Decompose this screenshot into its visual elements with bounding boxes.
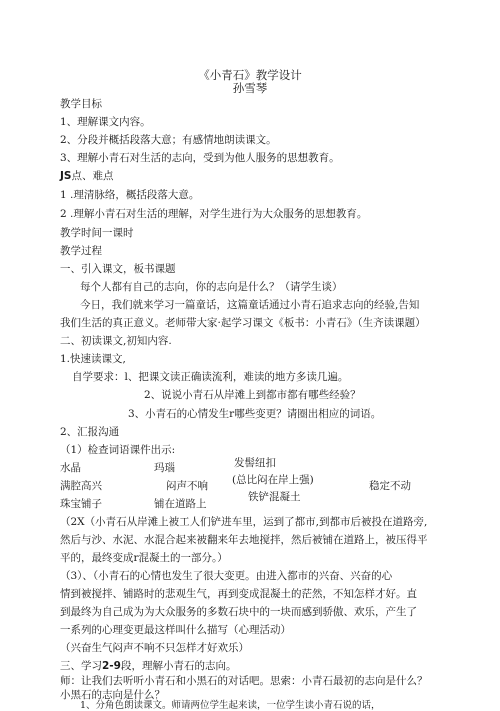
mood-line: 一系列的心理变更最这样叫什么描写（心理活动）	[60, 624, 291, 636]
step3-item: 1、分角色朗读课文。师请两位学生起来读，一位学生读小青石说的话，	[80, 700, 381, 711]
step3-teacher-line: 小黑石的志向是什么？	[60, 689, 165, 701]
step3-heading	[60, 660, 236, 673]
step1-heading: 一、引入课文，板书课题	[60, 263, 176, 275]
summary-line: （2X（小青石从岸滩上被工人们铲进车里，运到了都市,到都市后被投在道路旁,	[60, 516, 428, 528]
summary-line: 然后与沙、水泥、水混合起来被翻来年去地搅拌，然后被铺在道路上，被压得平	[60, 534, 428, 546]
self-study-requirement: 2、说说小青石从岸滩上到都市都有哪些经验？	[144, 389, 361, 401]
vocab-word: 稳定不动	[369, 480, 411, 492]
step1-question: 每个人都有自己的志向，你的志向是什么？（请学生谈）	[80, 281, 343, 293]
vocab-word: 闷声不响	[166, 480, 208, 492]
mood-line: （兴奋生气闷声不响不只怎样才好欢乐）	[60, 642, 249, 654]
vocab-word: 水晶	[60, 462, 81, 474]
vocab-word: 珠宝铺子	[60, 498, 102, 510]
teaching-time: 教学时间一课时	[60, 227, 134, 239]
vocab-word: (总比闷在岸上强)	[232, 474, 314, 486]
step1-paragraph-line: 我们生活的真正意义。老师带大家·起学习课文《板书：小青石》（生齐读课题）	[60, 317, 426, 329]
objective-item: 1、理解课文内容。	[60, 116, 151, 128]
objective-item: 2、分段并概括段落大意；有感情地朗读课文。	[60, 134, 277, 146]
step3-heading-post: 段，理解小青石的志向。	[120, 660, 237, 672]
step2-subheading: 1.快速读课文,	[60, 353, 126, 365]
step3-heading-num: 2-9	[102, 660, 121, 672]
summary-line: 平的，最终变成r混凝土的一部分。）	[60, 552, 228, 564]
objective-item: 3、理解小青石对生活的志向，受到为他人服务的思想教育。	[60, 152, 340, 164]
step2-subheading: 2、汇报沟通	[60, 426, 120, 438]
vocab-word: 玛瑙	[154, 462, 175, 474]
mood-line: 到最终为自己成为为大众服务的多数石块中的一块而感到骄傲、欢乐，产生了	[60, 606, 417, 618]
vocab-word: 发髻纽扣	[234, 457, 276, 469]
mood-line: （3）、（小青石的心情也发生了很大变更。由进入都市的兴奋、兴奋的心	[60, 570, 393, 582]
word-check-line: （1）检查词语课件出示:	[60, 444, 176, 456]
step3-heading-pre: 三、学习	[60, 660, 102, 672]
vocab-word: 满腔高兴	[60, 480, 102, 492]
keypoint-item: 1 .理清脉络，概括段落大意。	[60, 189, 200, 201]
step3-teacher-line: 师：让我们去听听小青石和小黑石的对话吧。思索：小青石最初的志向是什么？	[60, 675, 428, 687]
keypoint-item: 2 .理解小青石对生活的理解，对学生进行为大众服务的思想教育。	[60, 208, 368, 220]
doc-title: 《小青石》教学设计	[198, 68, 302, 82]
doc-author: 孙雪琴	[232, 81, 268, 95]
step2-heading: 二、初读课文,初知内容.	[60, 335, 172, 347]
self-study-requirement: 自学要求：l、把课文读正确读流利，难读的地方多读几遍。	[72, 371, 349, 383]
keypoints-heading	[60, 170, 113, 183]
process-heading: 教学过程	[60, 245, 102, 257]
objectives-heading: 教学目标	[60, 98, 102, 110]
self-study-requirement: 3、小青石的心情发生r哪些变更？请圈出相应的词语。	[128, 408, 382, 420]
vocab-word: 铺在道路上	[154, 498, 207, 510]
mood-line: 情到被搅拌、铺路时的悲观生气，再到变成混凝土的茫然，不知怎样才好。直	[60, 588, 417, 600]
keypoints-prefix: JS	[60, 170, 72, 182]
keypoints-heading-text: 点、难点	[71, 170, 114, 182]
vocab-word: 铁铲混凝土	[248, 491, 301, 503]
step1-paragraph-line: 今日，我们就来学习一篇童话，这篇童话通过小青石追求志向的经验,告知	[80, 299, 420, 311]
